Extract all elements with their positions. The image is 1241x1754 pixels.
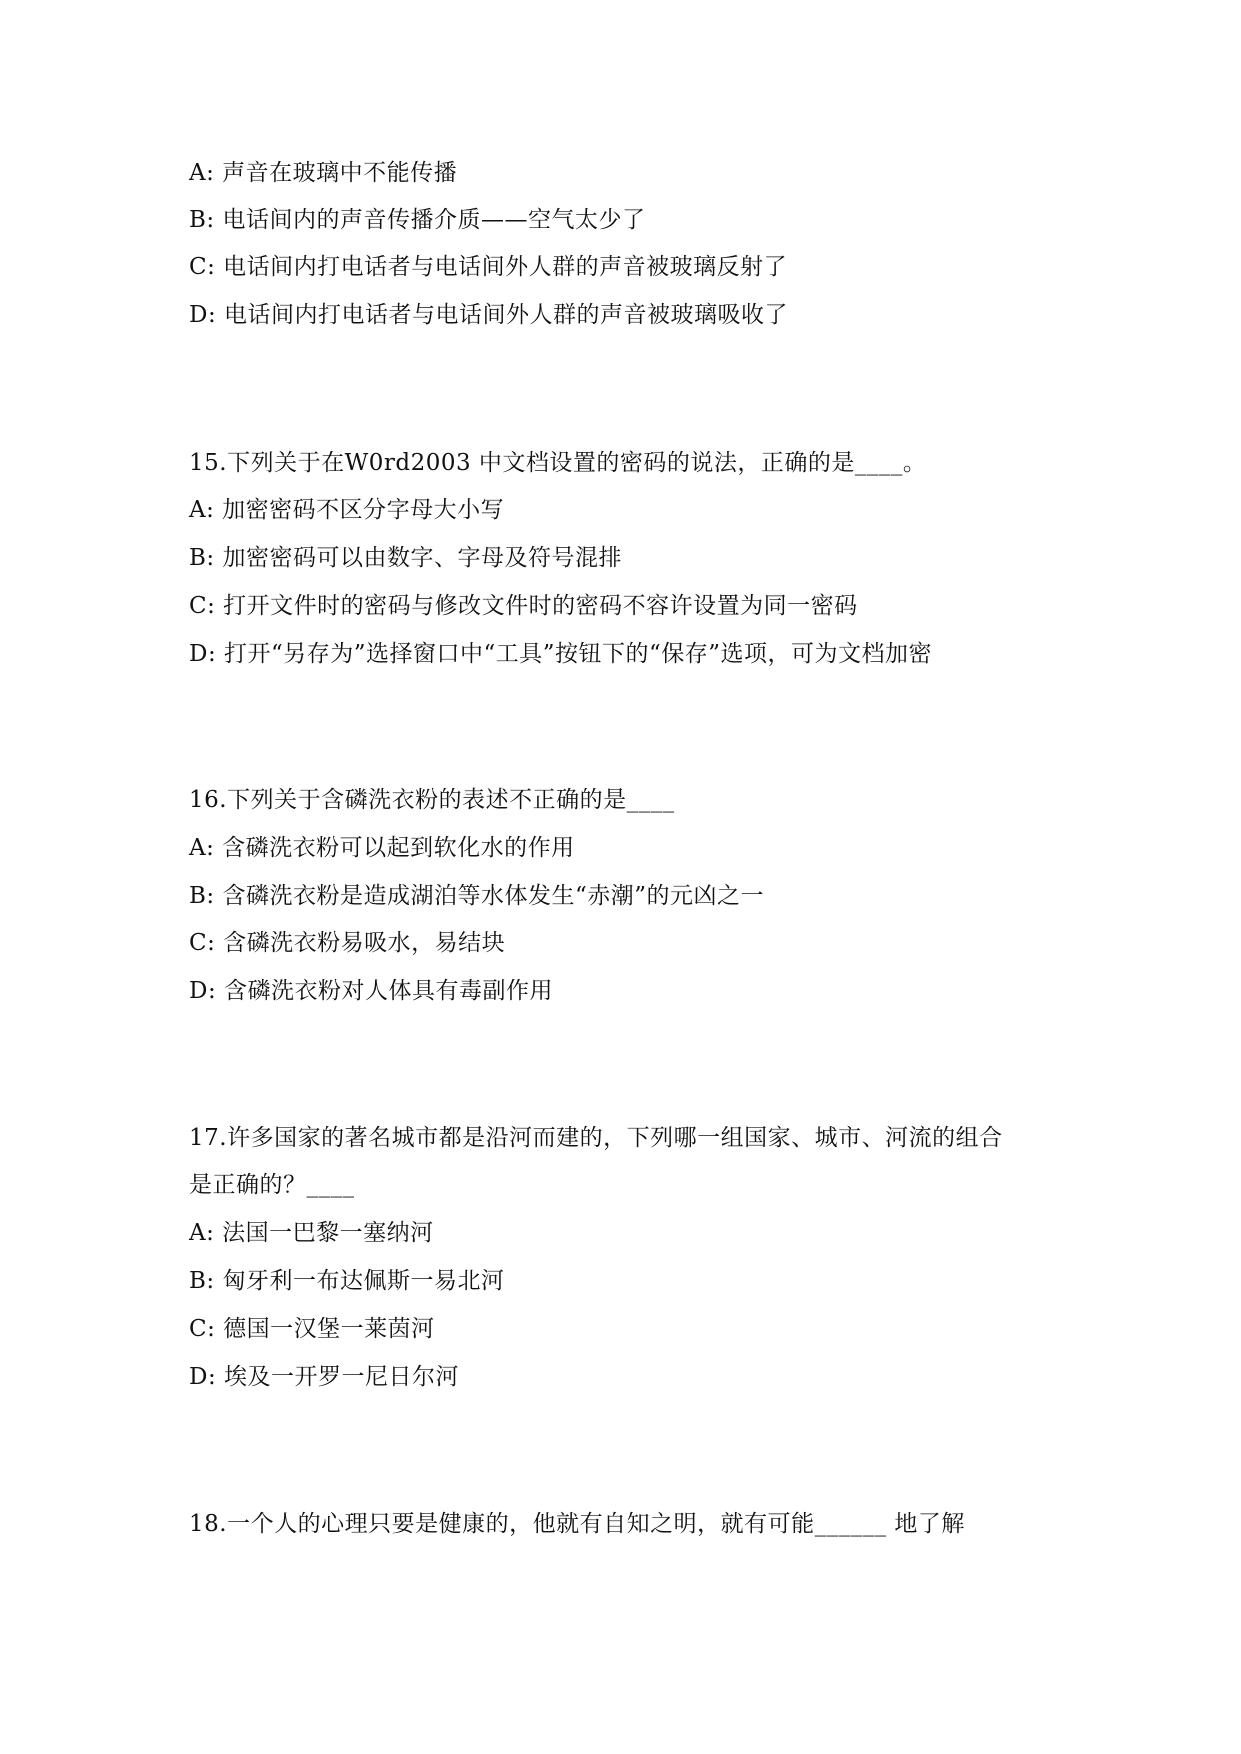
q15-option-b: B: 加密密码可以由数字、字母及符号混排 — [189, 545, 622, 571]
q16-stem: 16.下列关于含磷洗衣粉的表述不正确的是____ — [189, 787, 675, 813]
q18-stem: 18.一个人的心理只要是健康的，他就有自知之明，就有可能______ 地了解 — [189, 1511, 965, 1537]
q15-option-a: A: 加密密码不区分字母大小写 — [189, 497, 505, 523]
q14-option-a: A: 声音在玻璃中不能传播 — [189, 160, 458, 186]
q16-option-c: C: 含磷洗衣粉易吸水，易结块 — [189, 930, 506, 956]
q17-stem-line1: 17.许多国家的著名城市都是沿河而建的，下列哪一组国家、城市、河流的组合 — [189, 1125, 1003, 1151]
q14-option-b: B: 电话间内的声音传播介质——空气太少了 — [189, 207, 646, 233]
q14-option-d: D: 电话间内打电话者与电话间外人群的声音被玻璃吸收了 — [189, 302, 789, 328]
q15-stem: 15.下列关于在W0rd2003 中文档设置的密码的说法，正确的是____。 — [189, 450, 927, 476]
q17-option-c: C: 德国一汉堡一莱茵河 — [189, 1316, 435, 1342]
q17-option-d: D: 埃及一开罗一尼日尔河 — [189, 1364, 460, 1390]
q17-option-b: B: 匈牙利一布达佩斯一易北河 — [189, 1268, 505, 1294]
q15-option-d: D: 打开“另存为”选择窗口中“工具”按钮下的“保存”选项，可为文档加密 — [189, 641, 933, 667]
q17-option-a: A: 法国一巴黎一塞纳河 — [189, 1220, 434, 1246]
q16-option-a: A: 含磷洗衣粉可以起到软化水的作用 — [189, 835, 575, 861]
q16-option-b: B: 含磷洗衣粉是造成湖泊等水体发生“赤潮”的元凶之一 — [189, 883, 764, 909]
q17-stem-line2: 是正确的？____ — [189, 1172, 355, 1198]
q14-option-c: C: 电话间内打电话者与电话间外人群的声音被玻璃反射了 — [189, 254, 788, 280]
q15-option-c: C: 打开文件时的密码与修改文件时的密码不容许设置为同一密码 — [189, 593, 858, 619]
q16-option-d: D: 含磷洗衣粉对人体具有毒副作用 — [189, 978, 554, 1004]
